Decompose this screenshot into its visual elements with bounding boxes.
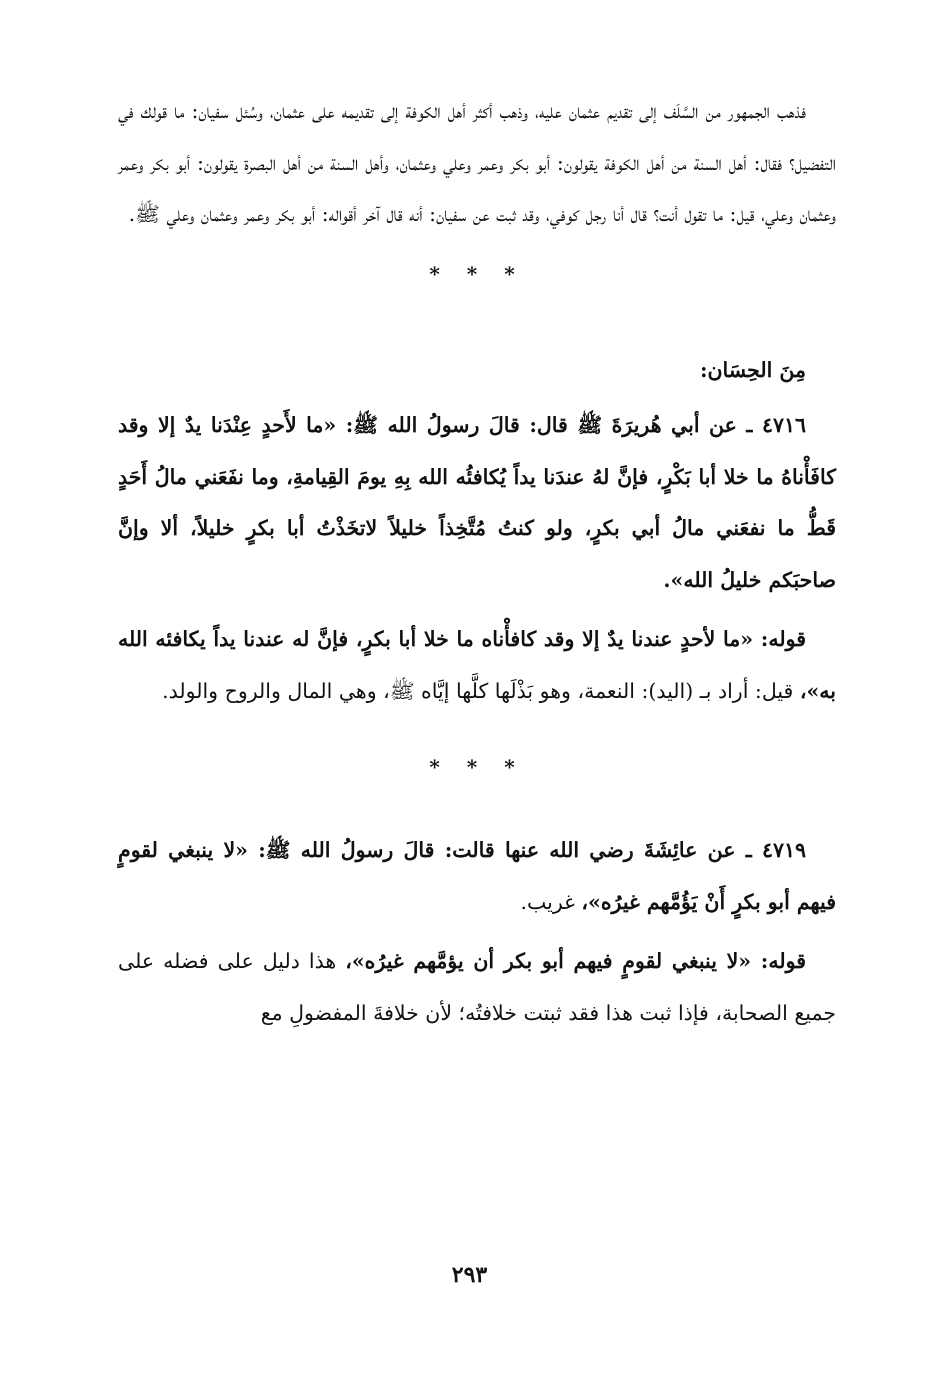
commentary-4716-quote: قوله: «ما لأحدٍ عندنا يدٌ إلا وقد كافأْناه ما خلا أبا بكرٍ، فإنَّ له عندنا يداً يكافئه الله به»، [118,627,836,703]
section-separator: * * * [429,261,525,286]
hadith-4716: ٤٧١٦ ـ عن أبي هُريرَةَ ﷺ قال: قالَ رسولُ الله ﷺ: «ما لأَحدٍ عِنْدَنا يدٌ إلا وقد كافَأْناهُ ما خلا أبا بَكْرٍ، فإنَّ لهُ عندَنا يداً يُكافئُه الله بِهِ يومَ القِيامةِ، وما نفَعَني مالُ أَحَدٍ قَطُّ ما نفعَني مالُ أبي بكرٍ، ولو كنتُ مُتَّخِذاً خليلاً لاتخَذْتُ أبا بكرٍ خليلاً، ألا وإنَّ صاحبَكم خليلُ الله». [118,413,836,592]
commentary-4719-quote: قوله: «لا ينبغي لقومٍ فيهم أبو بكر أن يؤمَّهم غيرُه»، [345,949,806,973]
commentary-4719 [118,936,836,1039]
document-page [118,86,836,1326]
commentary-4716 [118,614,836,717]
section-heading: مِنَ الحِسَان: [699,357,806,382]
page-number: ٢٩٣ [451,1262,488,1288]
hadith-4719 [118,825,836,928]
commentary-4719-text: هذا دليل على فضله على جميع الصحابة، فإذا ثبت هذا فقد ثبتت خلافتُه؛ لأن خلافةَ المفضولِ مع [118,949,836,1025]
paragraph-tafdil: فذهب الجمهور من السَّلَف إلى تقديم عثمان عليه، وذهب أكثر أهل الكوفة إلى تقديمه على عثمان، وسُئل سفيان: ما قولك في التفضيل؟ فقال: أهل السنة من أهل الكوفة يقولون: أبو بكر وعمر وعلي وعثمان، وأهل السنة من أهل البصرة يقولون: أبو بكر وعمر وعثمان وعلي، قيل: ما تقول أنت؟ قال أنا رجل كوفي، وقد ثبت عن سفيان: أنه قال آخر أقواله: أبو بكر وعمر وعثمان وعلي ﷺ. [118,99,836,226]
commentary-4716-text: قيل: أراد بـ (اليد): النعمة، وهو بَذْلَها كلَّها إيَّاه ﷺ، وهي المال والروح والولد. [162,678,800,703]
hadith-4719-grade: غريب. [520,889,582,914]
hadith-4719-text: ٤٧١٩ ـ عن عائِشَةَ رضي الله عنها قالت: قالَ رسولُ الله ﷺ: «لا ينبغي لقومٍ فيهم أبو بكرٍ أَنْ يَؤُمَّهم غيرُه»، [118,838,836,914]
section-separator: * * * [429,755,525,779]
